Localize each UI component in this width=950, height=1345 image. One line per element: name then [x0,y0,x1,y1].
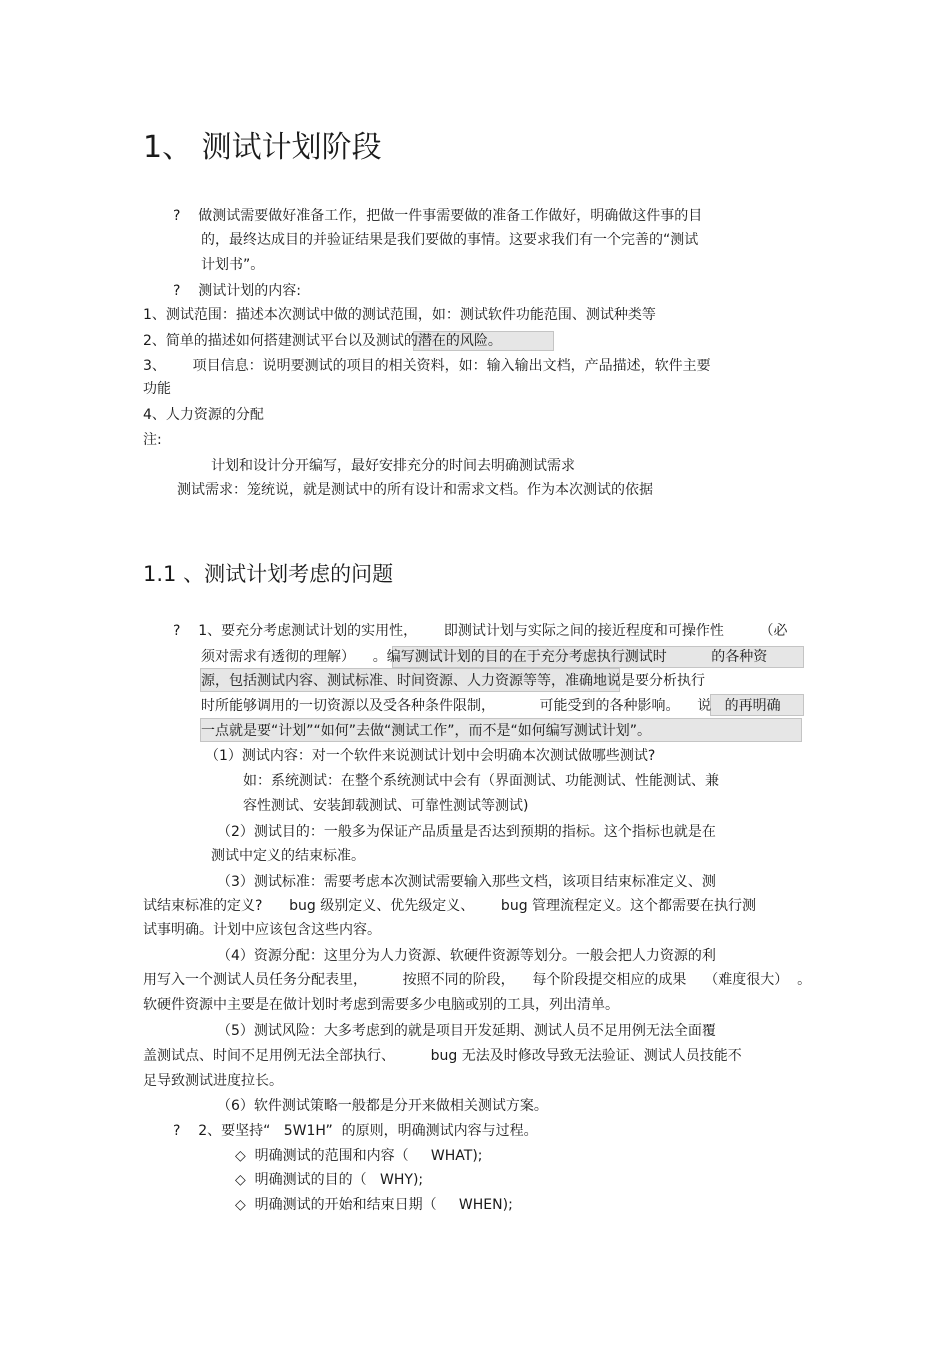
paragraph-line: ? 2、要坚持“ 5W1H” 的原则，明确测试内容与过程。 [173,1123,538,1139]
paragraph-line: 测试需求：笼统说，就是测试中的所有设计和需求文档。作为本次测试的依据 [177,482,653,498]
paragraph-line: 试事明确。计划中应该包含这些内容。 [143,922,381,938]
paragraph-line: 盖测试点、时间不足用例无法全部执行、 bug 无法及时修改导致无法验证、测试人员技能不 [143,1048,742,1064]
paragraph-line: 足导致测试进度拉长。 [143,1073,283,1089]
page-title: 1、 测试计划阶段 [143,130,382,165]
paragraph-line: 3、 项目信息：说明要测试的项目的相关资料，如：输入输出文档，产品描述，软件主要 [143,358,711,374]
paragraph-line: ◇ 明确测试的范围和内容（ WHAT); [235,1148,483,1164]
paragraph-line: （3）测试标准：需要考虑本次测试需要输入那些文档，该项目结束标准定义、测 [217,874,716,890]
paragraph-line: 的，最终达成目的并验证结果是我们要做的事情。这要求我们有一个完善的“测试 [201,232,699,248]
paragraph-line: ? 做测试需要做好准备工作，把做一件事需要做的准备工作做好，明确做这件事的目 [173,208,703,224]
paragraph-line: 功能 [143,381,171,397]
paragraph-line: 如：系统测试：在整个系统测试中会有（界面测试、功能测试、性能测试、兼 [243,773,719,789]
paragraph-line: 时所能够调用的一切资源以及受各种条件限制， 可能受到的各种影响。 说 的再明确 [201,698,781,714]
paragraph-line: 容性测试、安装卸载测试、可靠性测试等测试) [243,798,529,814]
paragraph-line: 用写入一个测试人员任务分配表里， 按照不同的阶段， 每个阶段提交相应的成果 （难度很大） 。 [143,972,812,988]
paragraph-line: ? 测试计划的内容: [173,283,301,299]
paragraph-line: 注: [143,432,162,448]
paragraph-line: ◇ 明确测试的目的（ WHY); [235,1172,424,1188]
paragraph-line: 测试中定义的结束标准。 [211,848,365,864]
paragraph-line: 1、测试范围：描述本次测试中做的测试范围，如：测试软件功能范围、测试种类等 [143,307,656,323]
paragraph-line: （5）测试风险：大多考虑到的就是项目开发延期、测试人员不足用例无法全面覆 [217,1023,716,1039]
paragraph-line: （4）资源分配：这里分为人力资源、软硬件资源等划分。一般会把人力资源的利 [217,948,716,964]
paragraph-line: （1）测试内容：对一个软件来说测试计划中会明确本次测试做哪些测试? [205,748,656,764]
paragraph-line: ? 1、要充分考虑测试计划的实用性， 即测试计划与实际之间的接近程度和可操作性 （必 [173,623,788,639]
paragraph-line: 软硬件资源中主要是在做计划时考虑到需要多少电脑或别的工具，列出清单。 [143,997,619,1013]
paragraph-line: ◇ 明确测试的开始和结束日期（ WHEN); [235,1197,513,1213]
paragraph-line: 4、人力资源的分配 [143,407,264,423]
paragraph-line: 试结束标准的定义? bug 级别定义、优先级定义、 bug 管理流程定义。这个都需要在执行测 [143,898,757,914]
paragraph-line: 计划书”。 [201,257,265,273]
paragraph-line: （6）软件测试策略一般都是分开来做相关测试方案。 [217,1098,548,1114]
paragraph-line: 2、简单的描述如何搭建测试平台以及测试的潜在的风险。 [143,333,502,349]
paragraph-line: 须对需求有透彻的理解） 。编写测试计划的目的在于充分考虑执行测试时 的各种资 [201,649,768,665]
section-heading: 1.1 、测试计划考虑的问题 [143,562,394,586]
paragraph-line: （2）测试目的：一般多为保证产品质量是否达到预期的指标。这个指标也就是在 [217,824,716,840]
paragraph-line: 计划和设计分开编写，最好安排充分的时间去明确测试需求 [211,458,575,474]
paragraph-line: 源，包括测试内容、测试标准、时间资源、人力资源等等，准确地说是要分析执行 [201,673,705,689]
paragraph-line: 一点就是要“计划”“如何”去做“测试工作”，而不是“如何编写测试计划”。 [201,723,652,739]
